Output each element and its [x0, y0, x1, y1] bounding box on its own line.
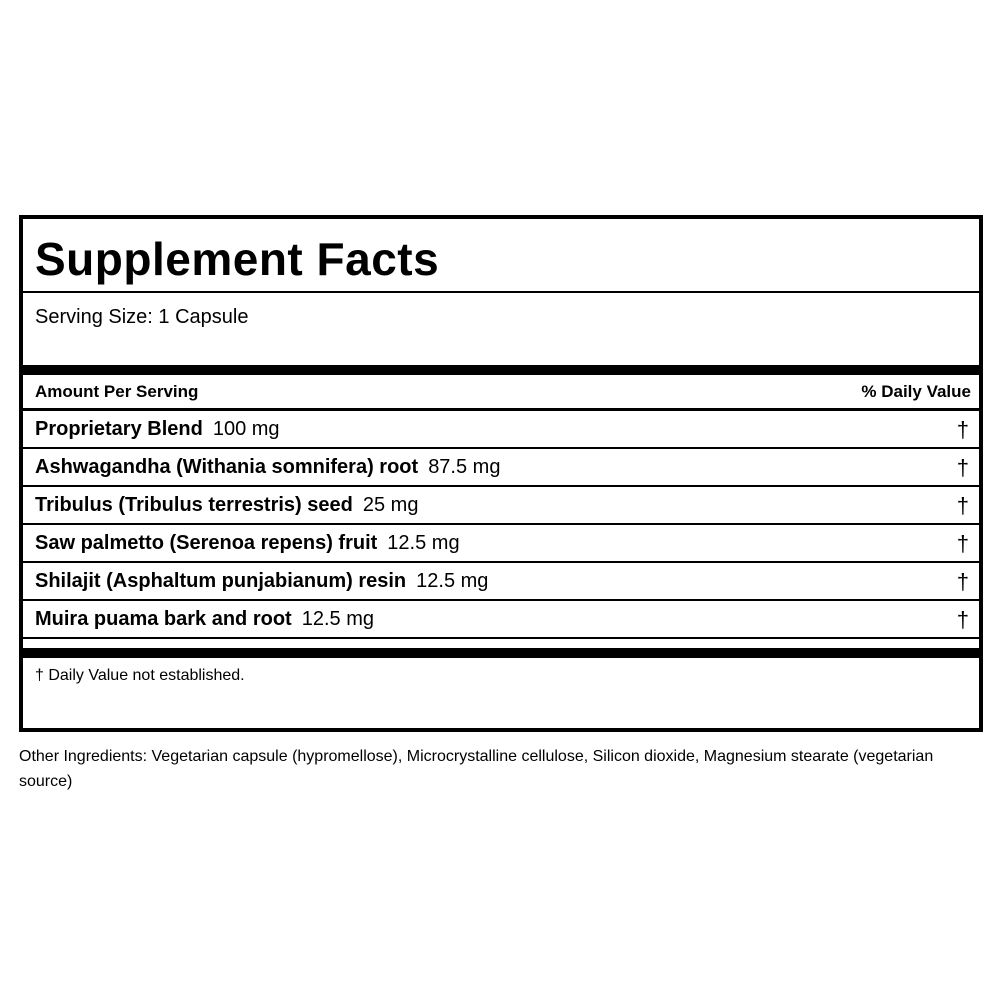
amount-per-serving-label: Amount Per Serving: [35, 382, 199, 401]
footnote: † Daily Value not established.: [35, 667, 245, 684]
ingredient-daily-value: †: [956, 493, 969, 518]
ingredient-name: Ashwagandha (Withania somnifera) root: [35, 456, 419, 478]
ingredient-daily-value: †: [956, 455, 969, 480]
ingredient-amount: 100 mg: [212, 418, 280, 440]
ingredient-amount: 12.5 mg: [301, 608, 374, 630]
footnote-row: [23, 658, 979, 730]
ingredient-daily-value: †: [956, 607, 969, 632]
ingredient-row: [23, 563, 979, 601]
title-row: [23, 219, 979, 293]
ingredient-amount: 87.5 mg: [428, 456, 501, 478]
divider-bar: [23, 365, 979, 375]
ingredient-name: Muira puama bark and root: [35, 608, 292, 630]
ingredient-name: Tribulus (Tribulus terrestris) seed: [35, 494, 353, 516]
ingredient-name: Shilajit (Asphaltum punjabianum) resin: [35, 570, 407, 592]
serving-row: [23, 293, 979, 365]
divider-bar: [23, 648, 979, 658]
ingredient-name: Proprietary Blend: [35, 418, 203, 440]
ingredient-daily-value: †: [956, 569, 969, 594]
daily-value-label: % Daily Value: [861, 382, 971, 401]
ingredient-row: [23, 601, 979, 639]
spacer-row: [23, 639, 979, 648]
ingredient-amount: 12.5 mg: [387, 532, 460, 554]
ingredient-amount: 12.5 mg: [416, 570, 489, 592]
ingredient-daily-value: †: [956, 531, 969, 556]
ingredient-row: [23, 487, 979, 525]
supplement-facts-panel: [19, 215, 983, 732]
ingredient-row: [23, 449, 979, 487]
ingredient-row: [23, 411, 979, 449]
other-ingredients: Other Ingredients: Vegetarian capsule (hypromellose), Microcrystalline cellulose, Silicon dioxide, Magnesium stearate (vegetarian source): [19, 748, 934, 790]
serving-size: Serving Size: 1 Capsule: [35, 306, 249, 328]
ingredient-row: [23, 525, 979, 563]
column-header-row: [23, 375, 979, 411]
ingredient-name: Saw palmetto (Serenoa repens) fruit: [35, 532, 378, 554]
ingredient-daily-value: †: [956, 417, 969, 442]
panel-title: Supplement Facts: [35, 233, 440, 285]
ingredient-amount: 25 mg: [362, 494, 419, 516]
